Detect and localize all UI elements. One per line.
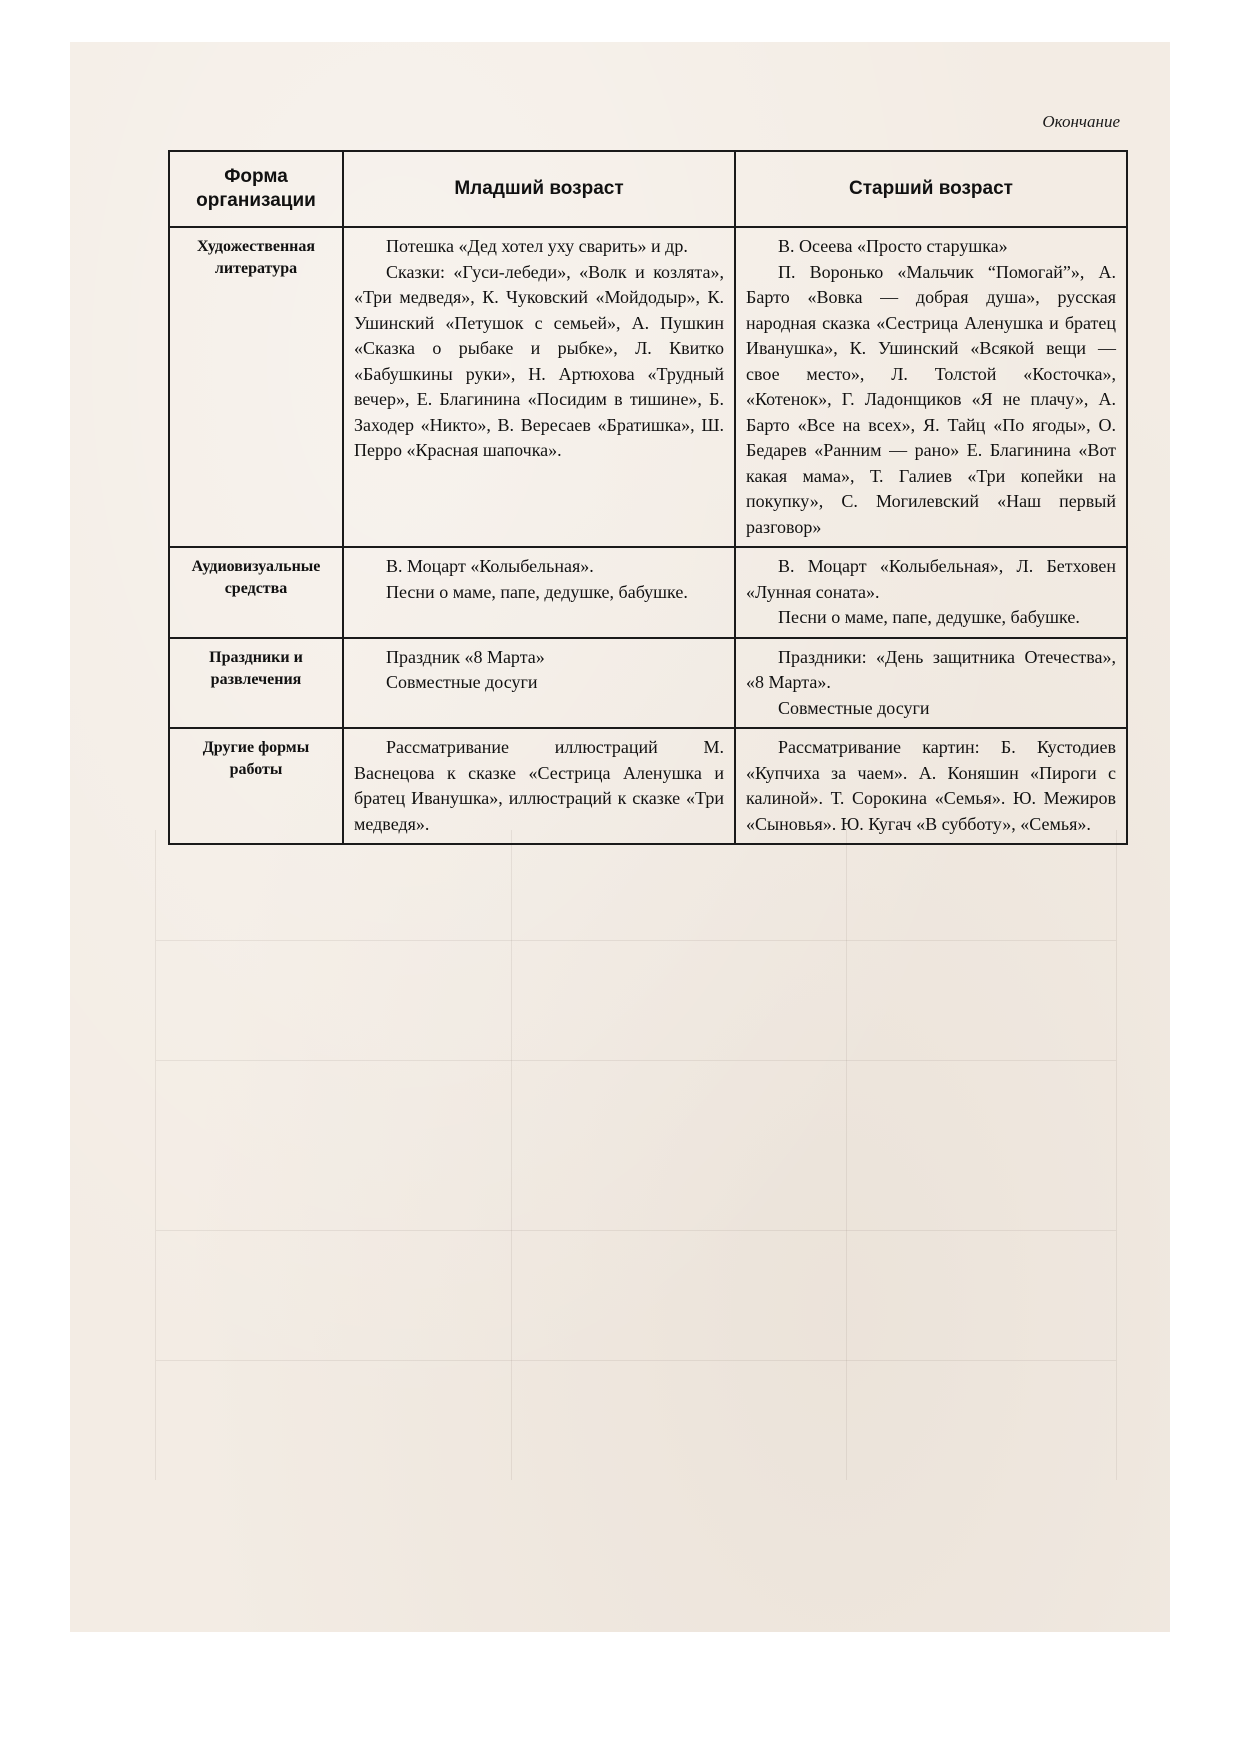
table-header-row (169, 151, 1127, 227)
header-younger: Младший возраст (343, 151, 735, 227)
row-older-cell (735, 547, 1127, 638)
row-younger-cell (343, 547, 735, 638)
cell-paragraph: В. Моцарт «Колыбельная». (386, 556, 594, 576)
row-older-cell (735, 227, 1127, 547)
cell-paragraph: Рассматривание иллюстраций М. Васнецова к сказке «Сестрица Аленушка и братец Иванушка», иллюстраций к сказке «Три медведя». (354, 737, 724, 834)
row-form-label: Аудиовизуальные средства (169, 547, 343, 638)
cell-paragraph: Праздники: «День защитника Отечества», «8 Марта». (746, 646, 1116, 692)
literature-table (168, 150, 1128, 845)
cell-paragraph: П. Воронько «Мальчик “Помогай”», А. Барто «Вовка — добрая душа», русская народная сказка «Сестрица Аленушка и братец Иванушка», К. Ушинский «Всякой вещи — свое место», Л. Толстой «Косточка», «Котенок», Г. Ладонщиков «Я не плачу», А. Барто «Все на всех», Я. Тайц «По ягоды», О. Бедарев «Ранним — рано» Е. Благинина «Вот какая мама», Т. Галиев «Три копейки на покупку», С. Могилевский «Наш первый разговор» (746, 261, 1116, 537)
row-younger-cell (343, 638, 735, 729)
cell-paragraph: Праздник «8 Марта» (386, 646, 545, 667)
cell-paragraph: В. Моцарт «Колыбельная», Л. Бетховен «Лунная соната». (746, 556, 1116, 602)
table-row (169, 728, 1127, 844)
cell-paragraph: Рассматривание картин: Б. Кустодиев «Купчиха за чаем». А. Коняшин «Пироги с калиной». Т. Сорокина «Семья». Ю. Межиров «Сыновья». Ю. Кугач «В субботу», «Семья». (746, 737, 1116, 834)
row-older-cell (735, 728, 1127, 844)
row-form-label: Праздники и развлечения (169, 638, 343, 729)
cell-paragraph: Потешка «Дед хотел уху сварить» и др. (386, 236, 688, 256)
table-row (169, 638, 1127, 729)
continuation-label: Окончание (1042, 112, 1120, 131)
row-form-label: Другие формы работы (169, 728, 343, 844)
cell-paragraph: Сказки: «Гуси-лебеди», «Волк и козлята», «Три медведя», К. Чуковский «Мойдодыр», К. Ушинский «Петушок с семьей», А. Пушкин «Сказка о рыбаке и рыбке», Л. Квитко «Бабушкины руки», Н. Артюхова «Трудный вечер», Е. Благинина «Посидим в тишине», Б. Заходер «Никто», В. Вересаев «Братишка», Ш. Перро «Красная шапочка». (354, 261, 724, 460)
cell-paragraph: Песни о маме, папе, дедушке, бабушке. (386, 581, 688, 602)
row-form-label: Художественная литература (169, 227, 343, 547)
cell-paragraph: Совместные досуги (386, 672, 538, 692)
cell-paragraph: Песни о маме, папе, дедушке, бабушке. (778, 607, 1080, 627)
table-row (169, 227, 1127, 547)
header-form: Форма организации (169, 151, 343, 227)
table-row (169, 547, 1127, 638)
show-through-grid (155, 830, 1117, 1480)
header-older: Старший возраст (735, 151, 1127, 227)
row-younger-cell (343, 728, 735, 844)
cell-paragraph: Совместные досуги (778, 697, 930, 718)
cell-paragraph: В. Осеева «Просто старушка» (778, 236, 1008, 256)
row-older-cell (735, 638, 1127, 729)
row-younger-cell (343, 227, 735, 547)
